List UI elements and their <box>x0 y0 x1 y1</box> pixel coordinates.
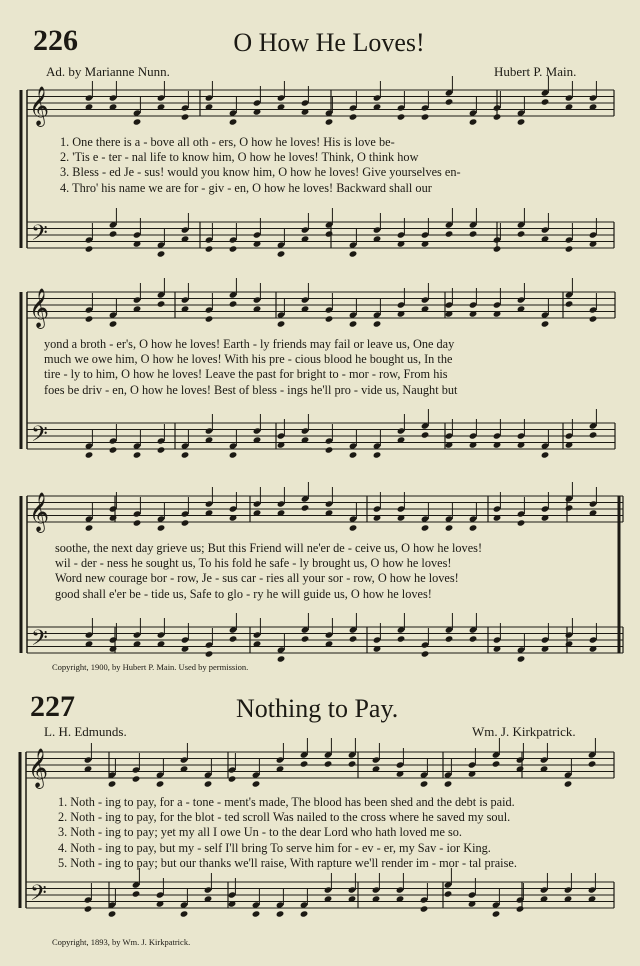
lyric-line: 4. Thro' his name we are for - giv - en, O how he loves! Backward shall our <box>60 180 432 195</box>
svg-text:𝄞: 𝄞 <box>29 288 50 328</box>
lyrics-system-3 <box>55 541 482 602</box>
svg-text:𝄞: 𝄞 <box>29 492 50 532</box>
lyric-line: tire - ly to him, O how he loves! Leave the past for bright to - mor - row, From his <box>44 367 448 382</box>
lyric-line: 4. Noth - ing to pay, but my - self I'll bring To serve him for - ev - er, my Sav - ior King. <box>58 840 491 855</box>
hymn-title: O How He Loves! <box>233 28 425 57</box>
svg-text:𝄢: 𝄢 <box>31 422 48 452</box>
lyric-line: 3. Bless - ed Je - sus! would you know him, O how he loves! Give yourselves en- <box>60 165 461 180</box>
words-credit: L. H. Edmunds. <box>44 724 127 739</box>
words-credit: Ad. by Marianne Nunn. <box>46 64 170 79</box>
lyrics-system-1 <box>60 135 461 196</box>
svg-text:𝄞: 𝄞 <box>29 86 50 126</box>
copyright-notice: Copyright, 1893, by Wm. J. Kirkpatrick. <box>52 937 191 947</box>
lyric-line: 1. Noth - ing to pay, for a - tone - ment's made, The blood has been shed and the debt is paid. <box>58 795 515 809</box>
svg-text:𝄢: 𝄢 <box>30 881 47 911</box>
svg-text:𝄢: 𝄢 <box>31 626 48 656</box>
hymn-title: Nothing to Pay. <box>236 694 399 723</box>
lyric-line: wil - der - ness he sought us, To his fold he safe - ly brought us, O how he loves! <box>55 556 452 571</box>
lyric-line: 5. Noth - ing to pay; but our thanks we'll raise, With rapture we'll render im - mor - tal praise. <box>58 855 517 870</box>
hymn-number: 227 <box>30 690 75 723</box>
lyric-line: 2. Noth - ing to pay, for the blot - ted scroll Was nailed to the cross where he saved my soul. <box>58 810 511 825</box>
lyrics-system-4 <box>58 795 517 871</box>
lyric-line: much we owe him, O how he loves! With his pre - cious blood he bought us, In the <box>44 352 453 367</box>
lyric-line: good shall e'er be - tide us, Safe to glo - ry he will guide us, O how he loves! <box>55 586 432 601</box>
svg-text:𝄢: 𝄢 <box>31 221 48 251</box>
music-credit: Wm. J. Kirkpatrick. <box>472 724 576 739</box>
lyric-line: soothe, the next day grieve us; But this Friend will ne'er de - ceive us, O how he loves! <box>55 541 483 555</box>
music-credit: Hubert P. Main. <box>494 64 577 79</box>
hymn-number: 226 <box>33 24 78 57</box>
svg-text:𝄞: 𝄞 <box>28 748 49 788</box>
lyric-line: yond a broth - er's, O how he loves! Earth - ly friends may fail or leave us, One day <box>44 337 455 351</box>
lyric-line: Word new courage bor - row, Je - sus car - ries all your sor - row, O how he loves! <box>55 571 459 586</box>
lyric-line: 2. 'Tis e - ter - nal life to know him, O how he loves! Think, O think how <box>60 150 419 165</box>
lyrics-system-2 <box>44 337 457 398</box>
copyright-notice: Copyright, 1900, by Hubert P. Main. Used by permission. <box>52 662 249 672</box>
lyric-line: 3. Noth - ing to pay; yet my all I owe Un - to the dear Lord who hath loved me so. <box>58 825 463 840</box>
lyric-line: foes be driv - en, O how he loves! Best of bless - ings he'll pro - vide us, Naught but <box>44 382 458 397</box>
lyric-line: 1. One there is a - bove all oth - ers, O how he loves! His is love be- <box>60 135 395 149</box>
